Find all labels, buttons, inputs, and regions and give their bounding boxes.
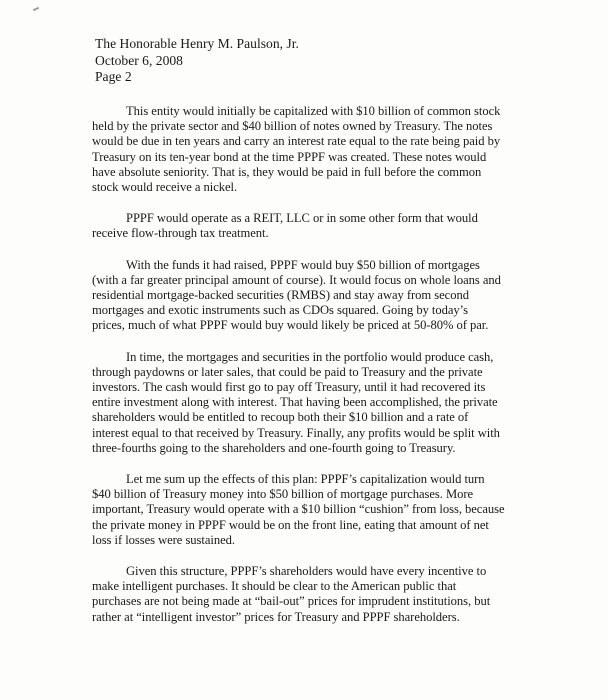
date-line: October 6, 2008 (95, 52, 183, 68)
text-line: $40 billion of Treasury money into $50 billion of mortgage purchases. More (92, 487, 474, 502)
recipient-line: The Honorable Henry M. Paulson, Jr. (95, 36, 299, 51)
text-line: three-fourths going to the shareholders and one-fourth going to Treasury. (92, 440, 456, 455)
paragraph-summary (92, 472, 532, 548)
text-line: would be due in ten years and carry an interest rate equal to the rate being paid by (92, 134, 501, 149)
text-line: (with a far greater principal amount of course). It would focus on whole loans and (92, 272, 501, 287)
text-line: In time, the mortgages and securities in the portfolio would produce cash, (126, 349, 494, 364)
text-line: through paydowns or later sales, that could be paid to Treasury and the private (92, 364, 483, 379)
letter-header (95, 36, 299, 86)
text-line: residential mortgage-backed securities (RMBS) and stay away from second (92, 288, 469, 303)
text-line: the private money in PPPF would be on the front line, eating that amount of net (92, 517, 489, 532)
paragraph-structure (92, 211, 532, 241)
letter-body (92, 104, 532, 641)
text-line: shareholders would be entitled to recoup both their $10 billion and a rate of (92, 410, 469, 425)
text-line: held by the private sector and $40 billion of notes owned by Treasury. The notes (92, 119, 493, 134)
paragraph-incentives (92, 564, 532, 625)
paragraph-cash-flow (92, 350, 532, 456)
text-line: stock would receive a nickel. (92, 180, 238, 195)
text-line: investors. The cash would first go to pay off Treasury, until it had recovered its (92, 380, 486, 395)
text-line: PPPF would operate as a REIT, LLC or in some other form that would (126, 211, 478, 226)
text-line: This entity would initially be capitalized with $10 billion of common stock (126, 104, 501, 118)
text-line: have absolute seniority. That is, they would be paid in full before the common (92, 164, 482, 179)
text-line: purchases are not being made at “bail-out” prices for imprudent institutions, but (92, 594, 491, 609)
text-line: Let me sum up the effects of this plan: PPPF’s capitalization would turn (126, 472, 485, 487)
text-line: make intelligent purchases. It should be clear to the American public that (92, 579, 457, 594)
text-line: important, Treasury would operate with a $10 billion “cushion” from loss, because (92, 502, 505, 517)
page-number: Page 2 (95, 69, 132, 84)
scan-speck (33, 7, 39, 11)
text-line: interest equal to that received by Treasury. Finally, any profits would be split with (92, 425, 500, 440)
text-line: receive flow-through tax treatment. (92, 226, 269, 241)
text-line: mortgages and exotic instruments such as CDOs squared. Going by today’s (92, 303, 468, 318)
text-line: rather at “intelligent investor” prices for Treasury and PPPF shareholders. (92, 609, 460, 624)
text-line: Treasury on its ten-year bond at the time PPPF was created. These notes would (92, 149, 487, 164)
text-line: loss if losses were sustained. (92, 532, 235, 547)
paragraph-purchases (92, 258, 532, 334)
text-line: With the funds it had raised, PPPF would buy $50 billion of mortgages (126, 257, 480, 272)
text-line: prices, much of what PPPF would buy would likely be priced at 50-80% of par. (92, 318, 489, 333)
text-line: Given this structure, PPPF’s shareholders would have every incentive to (126, 564, 487, 579)
text-line: entire investment along with interest. That having been accomplished, the private (92, 395, 498, 410)
paragraph-capitalization (92, 104, 532, 195)
